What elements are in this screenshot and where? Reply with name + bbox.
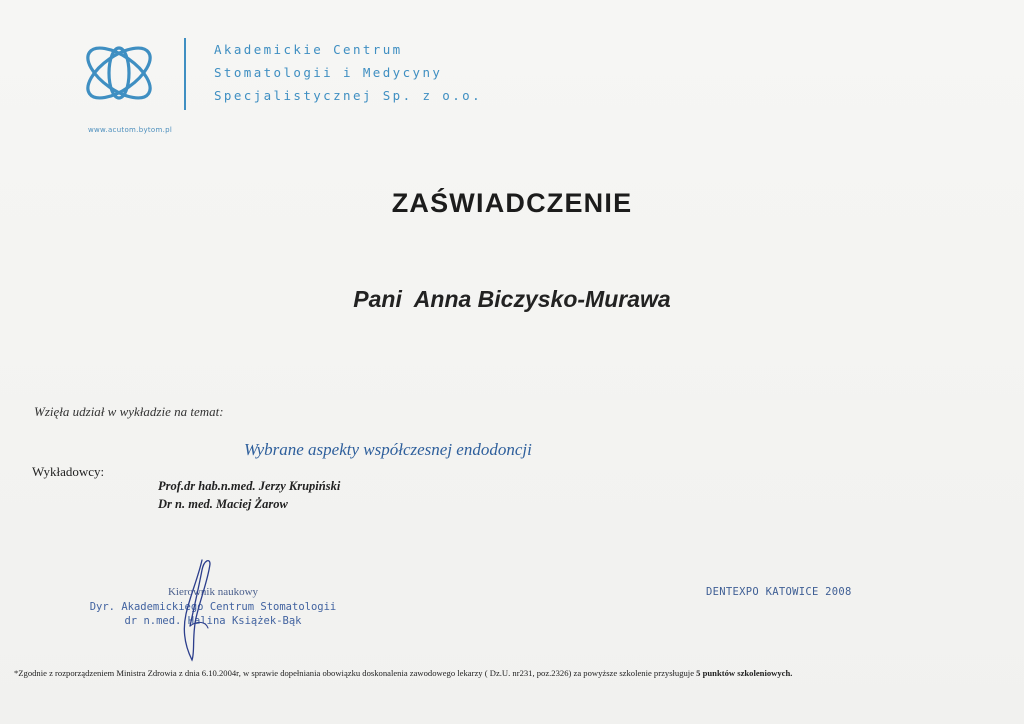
- certificate-title: ZAŚWIADCZENIE: [391, 188, 633, 218]
- handwritten-signature: [168, 556, 228, 666]
- organization-name: [214, 38, 482, 107]
- legal-footnote: [14, 668, 1014, 678]
- org-line-3: Specjalistycznej Sp. z o.o.: [214, 88, 482, 103]
- footnote-points: 5 punktów szkoleniowych.: [696, 668, 793, 678]
- recipient-name: Pani Anna Biczysko-Murawa: [353, 286, 671, 312]
- atom-logo-icon: [78, 32, 160, 114]
- org-line-1: Akademickie Centrum: [214, 42, 403, 57]
- header-divider: [184, 38, 186, 110]
- lecturers-label: Wykładowcy:: [32, 464, 105, 479]
- signatory-role: Kierownik naukowy: [167, 586, 259, 598]
- lecture-topic: Wybrane aspekty współczesnej endodoncji: [244, 440, 532, 459]
- signatory-institution: Dyr. Akademickiego Centrum Stomatologii: [89, 601, 337, 613]
- lecturer-name: Prof.dr hab.n.med. Jerzy Krupiński: [158, 479, 341, 493]
- signatory-name: dr n.med. Halina Książek-Bąk: [124, 615, 302, 627]
- event-label: DENTEXPO KATOWICE 2008: [706, 586, 852, 598]
- lecturer-name: Dr n. med. Maciej Żarow: [158, 497, 288, 511]
- website-url: www.acutom.bytom.pl: [88, 126, 173, 134]
- footnote-text: *Zgodnie z rozporządzeniem Ministra Zdrowia z dnia 6.10.2004r, w sprawie dopełniania obowiązku doskonalenia zawodowego lekarzy ( Dz.U. nr231, poz.2326) za powyższe szkolenie przysługuje: [14, 668, 697, 678]
- lecture-lead-text: Wzięła udział w wykładzie na temat:: [34, 404, 224, 419]
- org-line-2: Stomatologii i Medycyny: [214, 65, 443, 80]
